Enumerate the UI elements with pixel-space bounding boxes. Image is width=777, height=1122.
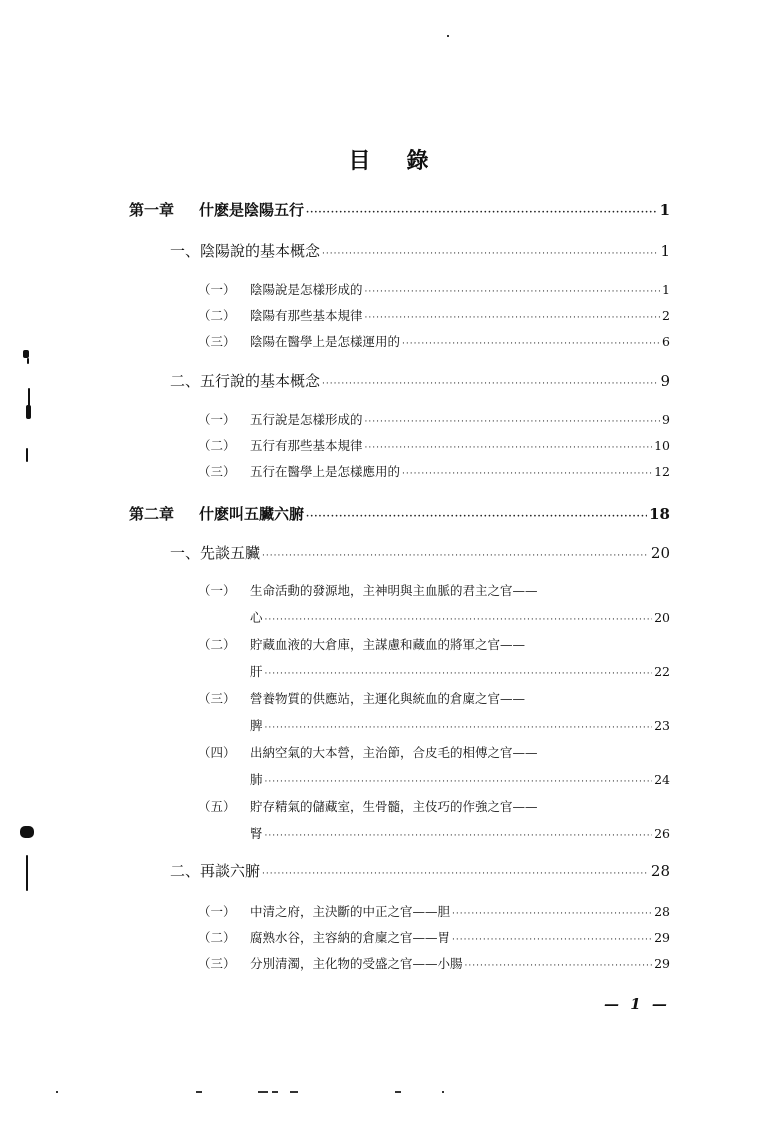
sub-label: （三） xyxy=(198,691,236,706)
page-ref: 9 xyxy=(662,412,670,427)
page-ref: 9 xyxy=(660,372,670,390)
chapter-title: 什麽叫五臟六腑 xyxy=(199,505,305,523)
dot-leader xyxy=(262,551,649,561)
toc-entry-sub-line2 xyxy=(250,770,670,788)
page-ref: 29 xyxy=(654,956,670,971)
sub-label: （一） xyxy=(198,583,236,598)
section-label: 一、 xyxy=(170,242,201,260)
sub-title: 五行有那些基本規律 xyxy=(250,438,363,453)
page-ref: 12 xyxy=(654,464,670,479)
chapter-label: 第二章 xyxy=(129,505,175,523)
chapter-title: 什麽是陰陽五行 xyxy=(199,201,305,219)
toc-entry-sub-line2 xyxy=(250,824,670,842)
page-ref: 22 xyxy=(654,664,670,679)
toc-entry-sub xyxy=(198,902,670,920)
dot-leader xyxy=(322,379,658,389)
sub-label: （一） xyxy=(198,904,236,919)
toc-entry-sub xyxy=(198,928,670,946)
page-ref: 20 xyxy=(654,610,670,625)
sub-title: 分別清濁，主化物的受盛之官——小腸 xyxy=(250,956,463,971)
toc-entry-sub xyxy=(198,436,670,454)
sub-title-cont: 腎 xyxy=(250,826,263,841)
dot-leader xyxy=(322,249,658,259)
toc-entry-sub xyxy=(198,410,670,428)
page-ref: 28 xyxy=(650,862,670,880)
dot-leader xyxy=(365,417,661,427)
dot-leader xyxy=(365,287,661,297)
dot-leader xyxy=(265,615,653,625)
dot-leader xyxy=(452,935,652,945)
toc-entry-section xyxy=(170,240,670,261)
sub-title-cont: 肝 xyxy=(250,664,263,679)
page-ref: 6 xyxy=(662,334,670,349)
toc-entry-sub-line1 xyxy=(198,743,538,761)
section-title: 五行說的基本概念 xyxy=(200,372,321,390)
section-title: 先談五臟 xyxy=(200,544,261,562)
dot-leader xyxy=(402,469,652,479)
toc-entry-chapter-2 xyxy=(129,503,670,524)
page-ref: 10 xyxy=(654,438,670,453)
page-ref: 1 xyxy=(662,282,670,297)
toc-entry-sub xyxy=(198,280,670,298)
page-ref: 1 xyxy=(659,201,670,219)
sub-label: （一） xyxy=(198,282,236,297)
sub-title: 貯藏血液的大倉庫，主謀慮和藏血的將軍之官—— xyxy=(250,637,526,652)
page-ref: 23 xyxy=(654,718,670,733)
sub-title-cont: 肺 xyxy=(250,772,263,787)
section-label: 一、 xyxy=(170,544,201,562)
sub-title: 陰陽說是怎樣形成的 xyxy=(250,282,363,297)
dot-leader xyxy=(465,961,653,971)
toc-entry-sub-line2 xyxy=(250,608,670,626)
sub-label: （二） xyxy=(198,637,236,652)
toc-entry-sub xyxy=(198,332,670,350)
page-ref: 1 xyxy=(660,242,670,260)
sub-title: 營養物質的供應站，主運化與統血的倉廩之官—— xyxy=(250,691,526,706)
toc-entry-section xyxy=(170,860,670,881)
page-ref: 24 xyxy=(654,772,670,787)
dot-leader xyxy=(265,723,653,733)
toc-entry-sub xyxy=(198,954,670,972)
toc-entry-sub-line2 xyxy=(250,662,670,680)
toc-entry-sub-line1 xyxy=(198,797,538,815)
page-ref: 28 xyxy=(654,904,670,919)
sub-title: 五行在醫學上是怎樣應用的 xyxy=(250,464,401,479)
sub-label: （三） xyxy=(198,334,236,349)
sub-label: （三） xyxy=(198,464,236,479)
chapter-label: 第一章 xyxy=(129,201,175,219)
dot-leader xyxy=(265,831,653,841)
toc-entry-sub-line1 xyxy=(198,581,538,599)
sub-title-cont: 心 xyxy=(250,610,263,625)
dot-leader xyxy=(306,512,647,522)
toc-title: 目錄 xyxy=(348,148,465,174)
sub-label: （二） xyxy=(198,930,236,945)
sub-title: 陰陽有那些基本規律 xyxy=(250,308,363,323)
section-label: 二、 xyxy=(170,372,201,390)
dot-leader xyxy=(365,313,661,323)
page-ref: 29 xyxy=(654,930,670,945)
dot-leader xyxy=(402,339,660,349)
sub-label: （四） xyxy=(198,745,236,760)
sub-label: （一） xyxy=(198,412,236,427)
sub-title: 五行說是怎樣形成的 xyxy=(250,412,363,427)
dot-leader xyxy=(306,208,658,218)
toc-entry-sub xyxy=(198,306,670,324)
sub-title: 中清之府，主決斷的中正之官——胆 xyxy=(250,904,451,919)
sub-label: （五） xyxy=(198,799,236,814)
sub-title: 腐熟水谷，主容納的倉廩之官——胃 xyxy=(250,930,451,945)
dot-leader xyxy=(265,777,653,787)
sub-title: 出納空氣的大本營，主治節，合皮毛的相傅之官—— xyxy=(250,745,538,760)
dot-leader xyxy=(365,443,653,453)
sub-title: 貯存精氣的儲藏室，生骨髓，主伎巧的作強之官—— xyxy=(250,799,538,814)
page-ref: 20 xyxy=(650,544,670,562)
toc-entry-section xyxy=(170,370,670,391)
sub-title-cont: 脾 xyxy=(250,718,263,733)
sub-label: （二） xyxy=(198,438,236,453)
sub-label: （三） xyxy=(198,956,236,971)
page-number-footer: — 1 — xyxy=(604,995,670,1013)
toc-entry-sub-line2 xyxy=(250,716,670,734)
dot-leader xyxy=(452,909,652,919)
dot-leader xyxy=(265,669,653,679)
sub-title: 陰陽在醫學上是怎樣運用的 xyxy=(250,334,401,349)
section-title: 再談六腑 xyxy=(200,862,261,880)
toc-entry-sub-line1 xyxy=(198,689,525,707)
toc-entry-chapter-1 xyxy=(129,199,670,220)
sub-title: 生命活動的發源地，主神明與主血脈的君主之官—— xyxy=(250,583,538,598)
page-ref: 26 xyxy=(654,826,670,841)
dot-leader xyxy=(262,869,649,879)
toc-entry-sub xyxy=(198,462,670,480)
section-label: 二、 xyxy=(170,862,201,880)
section-title: 陰陽說的基本概念 xyxy=(200,242,321,260)
sub-label: （二） xyxy=(198,308,236,323)
page-ref: 2 xyxy=(662,308,670,323)
page-ref: 18 xyxy=(649,505,670,523)
toc-entry-section xyxy=(170,542,670,563)
toc-entry-sub-line1 xyxy=(198,635,525,653)
